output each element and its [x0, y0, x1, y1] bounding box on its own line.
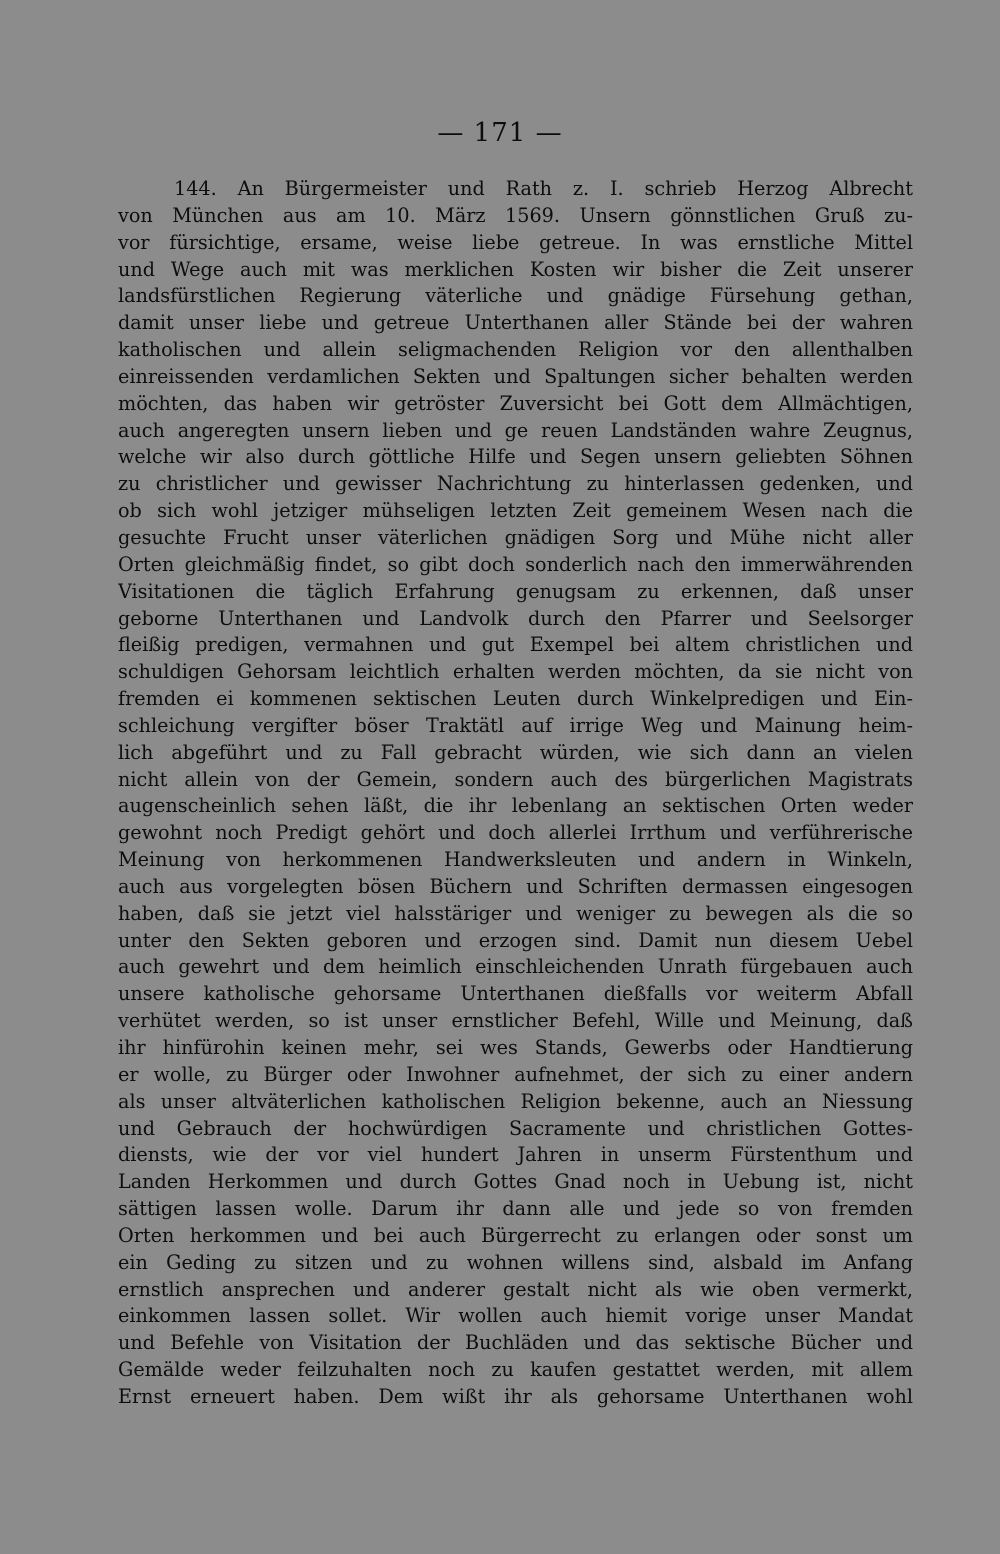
text-line: augenscheinlich sehen läßt, die ihr lebenlang an sektischen Orten weder: [118, 794, 913, 818]
text-line: einkommen lassen sollet. Wir wollen auch hiemit vorige unser Mandat: [118, 1304, 913, 1328]
text-line: schleichung vergifter böser Traktätl auf irrige Weg und Mainung heim-: [118, 713, 913, 737]
text-line: sättigen lassen wolle. Darum ihr dann alle und jede so von fremden: [118, 1197, 913, 1221]
text-line: welche wir also durch göttliche Hilfe und Segen unsern geliebten Söhnen: [118, 445, 913, 469]
text-line: auch gewehrt und dem heimlich einschleichenden Unrath fürgebauen auch: [118, 955, 913, 979]
text-line: landsfürstlichen Regierung väterliche und gnädige Fürsehung gethan,: [118, 284, 913, 308]
text-line: unter den Sekten geboren und erzogen sind. Damit nun diesem Uebel: [118, 928, 913, 952]
text-line: ein Geding zu sitzen und zu wohnen willens sind, alsbald im Anfang: [118, 1250, 913, 1274]
text-line: und Wege auch mit was merklichen Kosten wir bisher die Zeit unserer: [118, 257, 913, 281]
text-line: er wolle, zu Bürger oder Inwohner aufnehmet, der sich zu einer andern: [118, 1062, 913, 1086]
text-line: auch aus vorgelegten bösen Büchern und Schriften dermassen eingesogen: [118, 874, 913, 898]
text-line: zu christlicher und gewisser Nachrichtung zu hinterlassen gedenken, und: [118, 472, 913, 496]
text-line: ernstlich ansprechen und anderer gestalt nicht als wie oben vermerkt,: [118, 1277, 913, 1301]
text-line: fleißig predigen, vermahnen und gut Exempel bei altem christlichen und: [118, 633, 913, 657]
text-line: Landen Herkommen und durch Gottes Gnad noch in Uebung ist, nicht: [118, 1170, 913, 1194]
text-line: damit unser liebe und getreue Unterthanen aller Stände bei der wahren: [118, 311, 913, 335]
text-line: gewohnt noch Predigt gehört und doch allerlei Irrthum und verführerische: [118, 821, 913, 845]
text-line: gesuchte Frucht unser väterlichen gnädigen Sorg und Mühe nicht aller: [118, 525, 913, 549]
page-number: — 171 —: [437, 118, 563, 148]
text-line: Ernst erneuert haben. Dem wißt ihr als gehorsame Unterthanen wohl: [118, 1384, 913, 1408]
text-line: und Gebrauch der hochwürdigen Sacramente und christlichen Gottes-: [118, 1116, 913, 1140]
text-line: haben, daß sie jetzt viel halsstäriger und weniger zu bewegen als die so: [118, 901, 913, 925]
text-line: Gemälde weder feilzuhalten noch zu kaufen gestattet werden, mit allem: [118, 1358, 913, 1382]
text-line: von München aus am 10. März 1569. Unsern gönnstlichen Gruß zu-: [118, 203, 913, 227]
text-line: als unser altväterlichen katholischen Religion bekenne, auch an Niessung: [118, 1089, 913, 1113]
text-line: geborne Unterthanen und Landvolk durch den Pfarrer und Seelsorger: [118, 606, 913, 630]
text-line: fremden ei kommenen sektischen Leuten durch Winkelpredigen und Ein-: [118, 687, 913, 711]
text-line: Visitationen die täglich Erfahrung genugsam zu erkennen, daß unser: [118, 579, 913, 603]
text-line: 144. An Bürgermeister und Rath z. I. schrieb Herzog Albrecht: [174, 177, 913, 200]
text-line: ob sich wohl jetziger mühseligen letzten Zeit gemeinem Wesen nach die: [118, 499, 913, 523]
text-line: Meinung von herkommenen Handwerksleuten und andern in Winkeln,: [118, 848, 913, 872]
text-line: katholischen und allein seligmachenden Religion vor den allenthalben: [118, 338, 913, 362]
text-line: unsere katholische gehorsame Unterthanen dießfalls vor weiterm Abfall: [118, 982, 913, 1006]
text-line: Orten herkommen und bei auch Bürgerrecht zu erlangen oder sonst um: [118, 1223, 913, 1247]
text-line: auch angeregten unsern lieben und ge reuen Landständen wahre Zeugnus,: [118, 418, 913, 442]
text-line: ihr hinfürohin keinen mehr, sei wes Stands, Gewerbs oder Handtierung: [118, 1036, 913, 1059]
text-line: Orten gleichmäßig findet, so gibt doch sonderlich nach den immerwährenden: [118, 552, 913, 576]
text-line: lich abgeführt und zu Fall gebracht würden, wie sich dann an vielen: [118, 740, 913, 764]
text-line: und Befehle von Visitation der Buchläden und das sektische Bücher und: [118, 1331, 913, 1355]
text-line: möchten, das haben wir getröster Zuversicht bei Gott dem Allmächtigen,: [118, 391, 913, 415]
text-line: schuldigen Gehorsam leichtlich erhalten werden möchten, da sie nicht von: [118, 660, 913, 684]
body-text: [118, 176, 913, 1411]
text-line: verhütet werden, so ist unser ernstlicher Befehl, Wille und Meinung, daß: [118, 1009, 913, 1033]
text-line: diensts, wie der vor viel hundert Jahren in unserm Fürstenthum und: [118, 1143, 913, 1167]
text-line: vor fürsichtige, ersame, weise liebe getreue. In was ernstliche Mittel: [118, 230, 913, 254]
text-line: nicht allein von der Gemein, sondern auch des bürgerlichen Magistrats: [118, 767, 913, 791]
text-line: einreissenden verdamlichen Sekten und Spaltungen sicher behalten werden: [118, 364, 913, 388]
